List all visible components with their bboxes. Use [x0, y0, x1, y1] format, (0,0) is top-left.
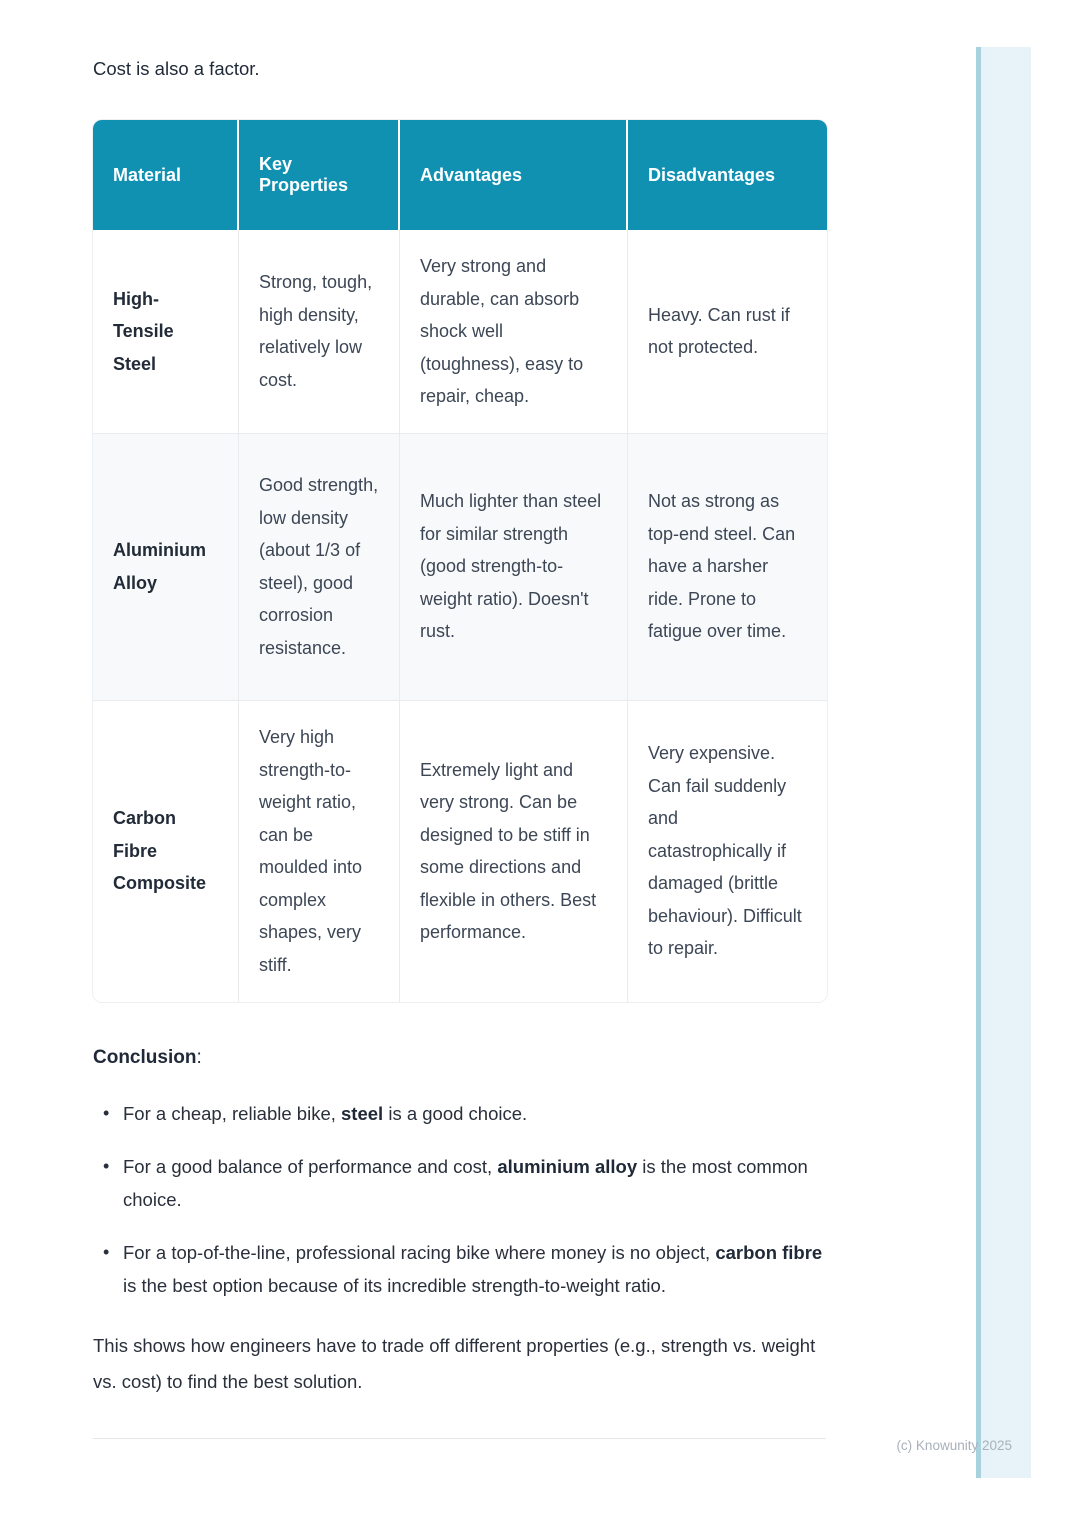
bullet-text-post: is a good choice. — [383, 1102, 528, 1124]
list-item — [103, 1097, 827, 1130]
bullet-text-bold: steel — [341, 1102, 384, 1124]
bullet-icon: • — [103, 1241, 110, 1262]
cell-disadvantages: Very expensive. Can fail suddenly and catastrophically if damaged (brittle behaviour). Difficult to repair. — [628, 701, 827, 1002]
conclusion-heading-colon: : — [196, 1046, 202, 1068]
table-header-row — [93, 120, 827, 230]
column-header-material: Material — [93, 120, 239, 230]
conclusion-bullet-list — [93, 1097, 827, 1302]
bullet-text — [123, 1150, 827, 1216]
materials-comparison-table — [93, 120, 827, 1002]
cell-disadvantages: Heavy. Can rust if not protected. — [628, 230, 827, 434]
conclusion-heading-bold: Conclusion — [93, 1046, 197, 1068]
cell-material: High-Tensile Steel — [93, 230, 239, 434]
bullet-text-pre: For a cheap, reliable bike, — [123, 1102, 342, 1124]
conclusion-heading — [93, 1047, 827, 1069]
column-header-disadvantages: Disadvantages — [628, 120, 827, 230]
list-item — [103, 1150, 827, 1216]
bullet-text-bold: aluminium alloy — [497, 1155, 638, 1177]
cell-advantages: Extremely light and very strong. Can be designed to be stiff in some directions and flexible in others. Best performance. — [400, 701, 628, 1002]
bullet-text-post: is the most common choice. — [123, 1155, 808, 1210]
cell-material: Carbon Fibre Composite — [93, 701, 239, 1002]
cell-disadvantages: Not as strong as top-end steel. Can have a harsher ride. Prone to fatigue over time. — [628, 434, 827, 701]
bullet-text — [123, 1236, 827, 1302]
list-item — [103, 1236, 827, 1302]
bullet-text-pre: For a good balance of performance and cost, — [123, 1155, 498, 1177]
table-row — [93, 434, 827, 701]
copyright-watermark: (c) Knowunity 2025 — [896, 1438, 1012, 1453]
intro-paragraph: Cost is also a factor. — [93, 58, 260, 79]
cell-key-properties: Good strength, low density (about 1/3 of steel), good corrosion resistance. — [239, 434, 400, 701]
bullet-text — [123, 1097, 827, 1130]
cell-advantages: Very strong and durable, can absorb shock well (toughness), easy to repair, cheap. — [400, 230, 628, 434]
footer-divider — [93, 1438, 826, 1439]
cell-material: Aluminium Alloy — [93, 434, 239, 701]
table-row — [93, 701, 827, 1002]
column-header-key-properties: Key Properties — [239, 120, 400, 230]
bullet-text-post: is the best option because of its incredible strength-to-weight ratio. — [123, 1274, 666, 1296]
table-row — [93, 230, 827, 434]
page-scrollbar-track[interactable] — [976, 47, 1031, 1478]
cell-key-properties: Very high strength-to-weight ratio, can be moulded into complex shapes, very stiff. — [239, 701, 400, 1002]
bullet-icon: • — [103, 1102, 110, 1123]
document-page — [93, 58, 827, 1439]
closing-paragraph: This shows how engineers have to trade off different properties (e.g., strength vs. weight vs. cost) to find the best solution. — [93, 1334, 816, 1392]
bullet-text-bold: carbon fibre — [715, 1241, 823, 1263]
cell-key-properties: Strong, tough, high density, relatively low cost. — [239, 230, 400, 434]
column-header-advantages: Advantages — [400, 120, 628, 230]
bullet-icon: • — [103, 1155, 110, 1176]
cell-advantages: Much lighter than steel for similar strength (good strength-to-weight ratio). Doesn't rust. — [400, 434, 628, 701]
bullet-text-pre: For a top-of-the-line, professional racing bike where money is no object, — [123, 1241, 716, 1263]
